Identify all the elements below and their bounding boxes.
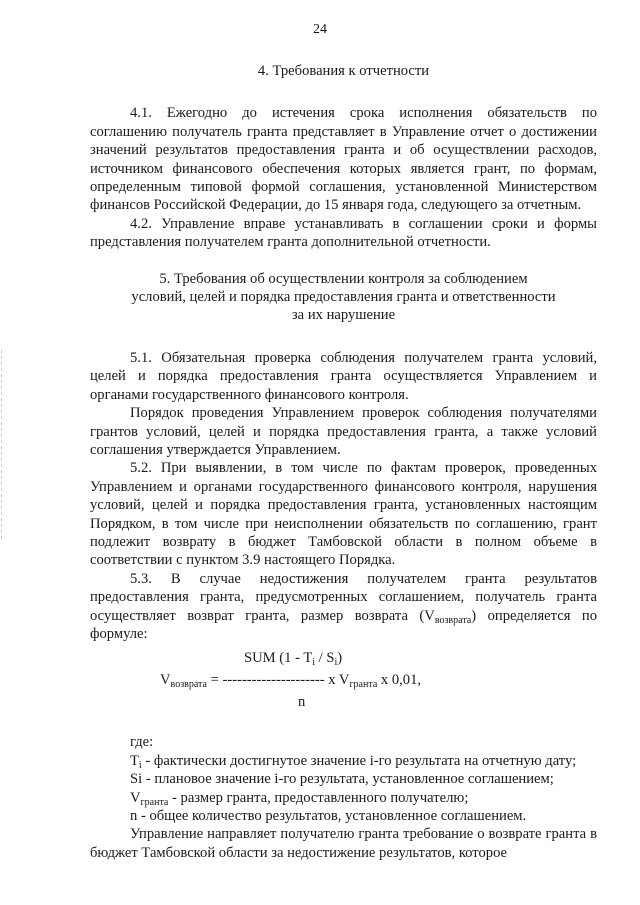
paragraph-5-1: 5.1. Обязательная проверка соблюдения получателем гранта условий, целей и порядка предоставления гранта осуществляется Управлением и органами государственного финансового контроля. [90,349,597,403]
paragraph-5-3-end: ) определяется по формуле: [90,607,597,642]
formula-main-line: $V_{возврата}$ = --------------------- x $V_{гранта}$ x 0,01, [160,672,422,691]
definition-n: n - общее количество результатов, установленное соглашением. [130,808,527,824]
paragraph-5-3-text: 5.3. В случае недостижения получателем гранта результатов предоставления гранта, предусмотренных соглашением, получатель гранта осуществляет возврат гранта, размер возврата (V [90,570,597,624]
section-5-heading-line-1: 5. Требования об осуществлении контроля за соблюдением [159,270,528,287]
paragraph-4-1: 4.1. Ежегодно до истечения срока исполнения обязательств по соглашению получатель гранта представляет в Управление отчет о достижении значений результатов предоставления гранта и об осуществлении расходов, источником финансового обеспечения которых является грант, по формам, определенным типовой формой соглашения, установленной Министерством финансов Российской Федерации, до 15 января года, следующего за отчетным. [90,105,597,214]
section-5-heading-line-2: условий, целей и порядка предоставления гранта и ответственности [131,289,556,306]
definitions-where: где: [130,734,154,751]
paragraph-5-2: 5.2. При выявлении, в том числе по фактам проверок, проведенных Управлением и органами государственного финансового контроля, нарушения условий, целей и порядка предоставления гранта, установленных настоящим Порядком, в том числе при неисполнении обязательств по соглашению, грант подлежит возврату в бюджет Тамбовской области в полном объеме в соответствии с пунктом 3.9 настоящего Порядка. [90,460,597,569]
refund-formula [90,649,597,715]
paragraph-4-2: 4.2. Управление вправе устанавливать в соглашении сроки и формы представления получателем гранта дополнительной отчетности. [90,215,597,251]
formula-denominator: n [298,694,306,711]
document-body [90,62,597,862]
definition-s: Si - плановое значение i-го результата, установленное соглашением; [130,771,554,788]
page-number: 24 [313,22,327,37]
definition-v: $V_{гранта}$ - размер гранта, предоставленного получателю; [130,789,469,808]
binding-mark [1,350,2,540]
formula-numerator: SUM $(1 - T_i / S_i)$ [244,650,343,669]
paragraph-5-1-procedure: Порядок проведения Управлением проверок соблюдения получателями грантов условий, целей и порядка предоставления гранта, а также условий соглашения утверждается Управлением. [90,405,597,458]
definition-t: $T_i$ - фактически достигнутое значение i-го результата на отчетную дату; [130,752,577,771]
paragraph-5-3-subscript: возврата [434,614,472,626]
closing-paragraph: Управление направляет получателю гранта требование о возврате гранта в бюджет Тамбовской области за недостижение результатов, которое [90,826,597,861]
paragraph-5-3 [90,570,597,644]
section-5-heading-line-3: за их нарушение [291,307,396,324]
section-4-heading: 4. Требования к отчетности [257,63,430,79]
